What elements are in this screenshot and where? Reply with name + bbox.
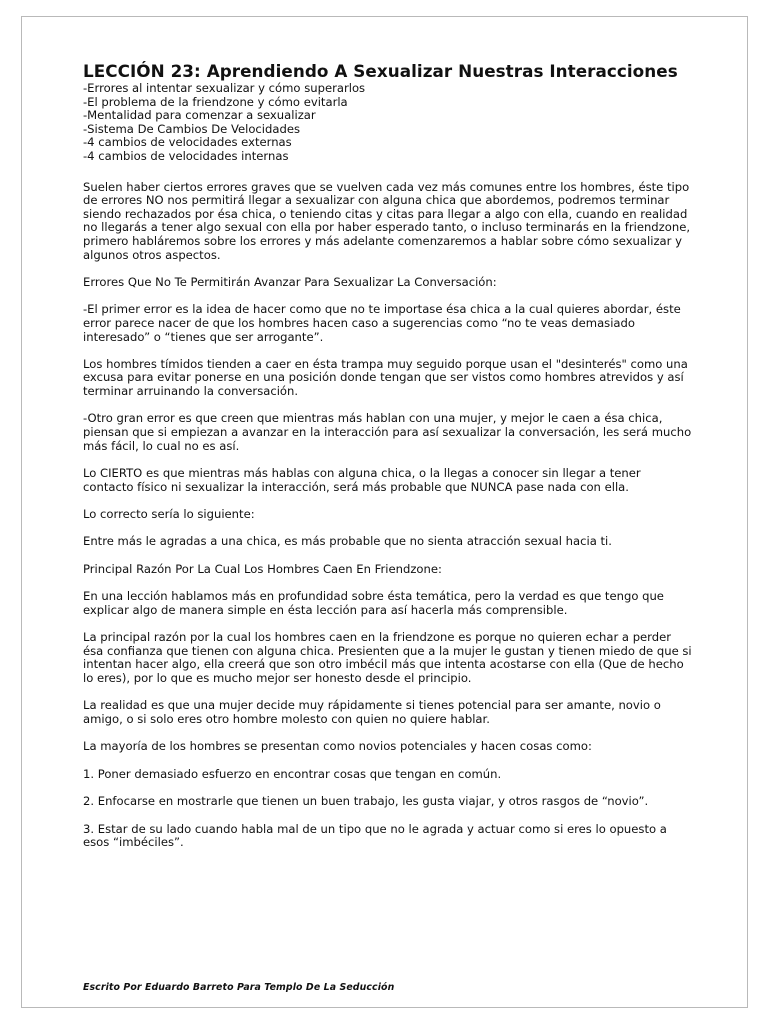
section-heading-friendzone: Principal Razón Por La Cual Los Hombres Caen En Friendzone: [83, 561, 442, 576]
section-heading-errors: Errores Que No Te Permitirán Avanzar Para Sexualizar La Conversación: [83, 274, 497, 289]
body-paragraph: La principal razón por la cual los hombres caen en la friendzone es porque no quieren echar a perder ésa confianza que tienen con alguna chica. Presienten que a la mujer le gustan y tienen miedo de que si intentan hacer algo, ella creerá que son otro imbécil más que intenta acostarse con ella (Que de hecho lo eres), por lo que es mucho mejor ser honesto desde el principio. [83, 630, 692, 685]
body-paragraph: -Otro gran error es que creen que mientras más hablan con una mujer, y mejor le caen a ésa chica, piensan que si empiezan a avanzar en la interacción para así sexualizar la conversación, les será mucho más fácil, lo cual no es así. [83, 411, 692, 453]
numbered-item: 3. Estar de su lado cuando habla mal de un tipo que no le agrada y actuar como si eres lo opuesto a esos “imbéciles”. [83, 821, 667, 850]
lesson-body [83, 181, 693, 850]
topic-item: -Mentalidad para comenzar a sexualizar [83, 108, 316, 123]
body-paragraph: Lo CIERTO es que mientras más hablas con alguna chica, o la llegas a conocer sin llegar a tener contacto físico ni sexualizar la interacción, será más probable que NUNCA pase nada con ella. [83, 466, 641, 494]
lesson-title: LECCIÓN 23: Aprendiendo A Sexualizar Nuestras Interacciones [83, 61, 678, 81]
topic-item: -El problema de la friendzone y cómo evitarla [83, 94, 348, 109]
body-paragraph: La mayoría de los hombres se presentan como novios potenciales y hacen cosas como: [83, 739, 592, 754]
body-paragraph: Lo correcto sería lo siguiente: [83, 507, 255, 522]
lesson-topics-list [83, 82, 693, 164]
topic-item: -Sistema De Cambios De Velocidades [83, 121, 301, 136]
intro-paragraph: Suelen haber ciertos errores graves que se vuelven cada vez más comunes entre los hombres, éste tipo de errores NO nos permitirá llegar a sexualizar con alguna chica que abordemos, podremos terminar siendo rechazados por ésa chica, o teniendo citas y citas para llegar a algo con ella, cuando en realidad no llegarás a tener algo sexual con ella por haber esperado tanto, o incluso terminarás en la friendzone, primero habláremos sobre los errores y más adelante comenzaremos a hablar sobre cómo sexualizar y algunos otros aspectos. [83, 179, 691, 262]
body-paragraph: Entre más le agradas a una chica, es más probable que no sienta atracción sexual hacia ti. [83, 534, 612, 549]
topic-item: -Errores al intentar sexualizar y cómo superarlos [83, 81, 366, 95]
body-paragraph: La realidad es que una mujer decide muy rápidamente si tienes potencial para ser amante, novio o amigo, o si solo eres otro hombre molesto con quien no quiere hablar. [83, 698, 661, 726]
topic-item: -4 cambios de velocidades externas [83, 135, 292, 150]
body-paragraph: Los hombres tímidos tienden a caer en ésta trampa muy seguido porque usan el "desinterés" como una excusa para evitar ponerse en una posición donde tengan que ser vistos como hombres atrevidos y así terminar arruinando la conversación. [83, 356, 688, 399]
body-paragraph: -El primer error es la idea de hacer como que no te importase ésa chica a la cual quieres abordar, éste error parece nacer de que los hombres hacen caso a sugerencias como “no te veas demasiado interesado” o “tienes que ser arrogante”. [83, 302, 681, 344]
page-footer: Escrito Por Eduardo Barreto Para Templo De La Seducción [83, 982, 395, 993]
document-content [83, 60, 693, 864]
topic-item: -4 cambios de velocidades internas [83, 148, 289, 163]
body-paragraph: En una lección hablamos más en profundidad sobre ésta temática, pero la verdad es que tengo que explicar algo de manera simple en ésta lección para así hacerla más comprensible. [83, 589, 664, 617]
numbered-item: 2. Enfocarse en mostrarle que tienen un buen trabajo, les gusta viajar, y otros rasgos de “novio”. [83, 794, 649, 809]
numbered-item: 1. Poner demasiado esfuerzo en encontrar cosas que tengan en común. [83, 766, 502, 781]
